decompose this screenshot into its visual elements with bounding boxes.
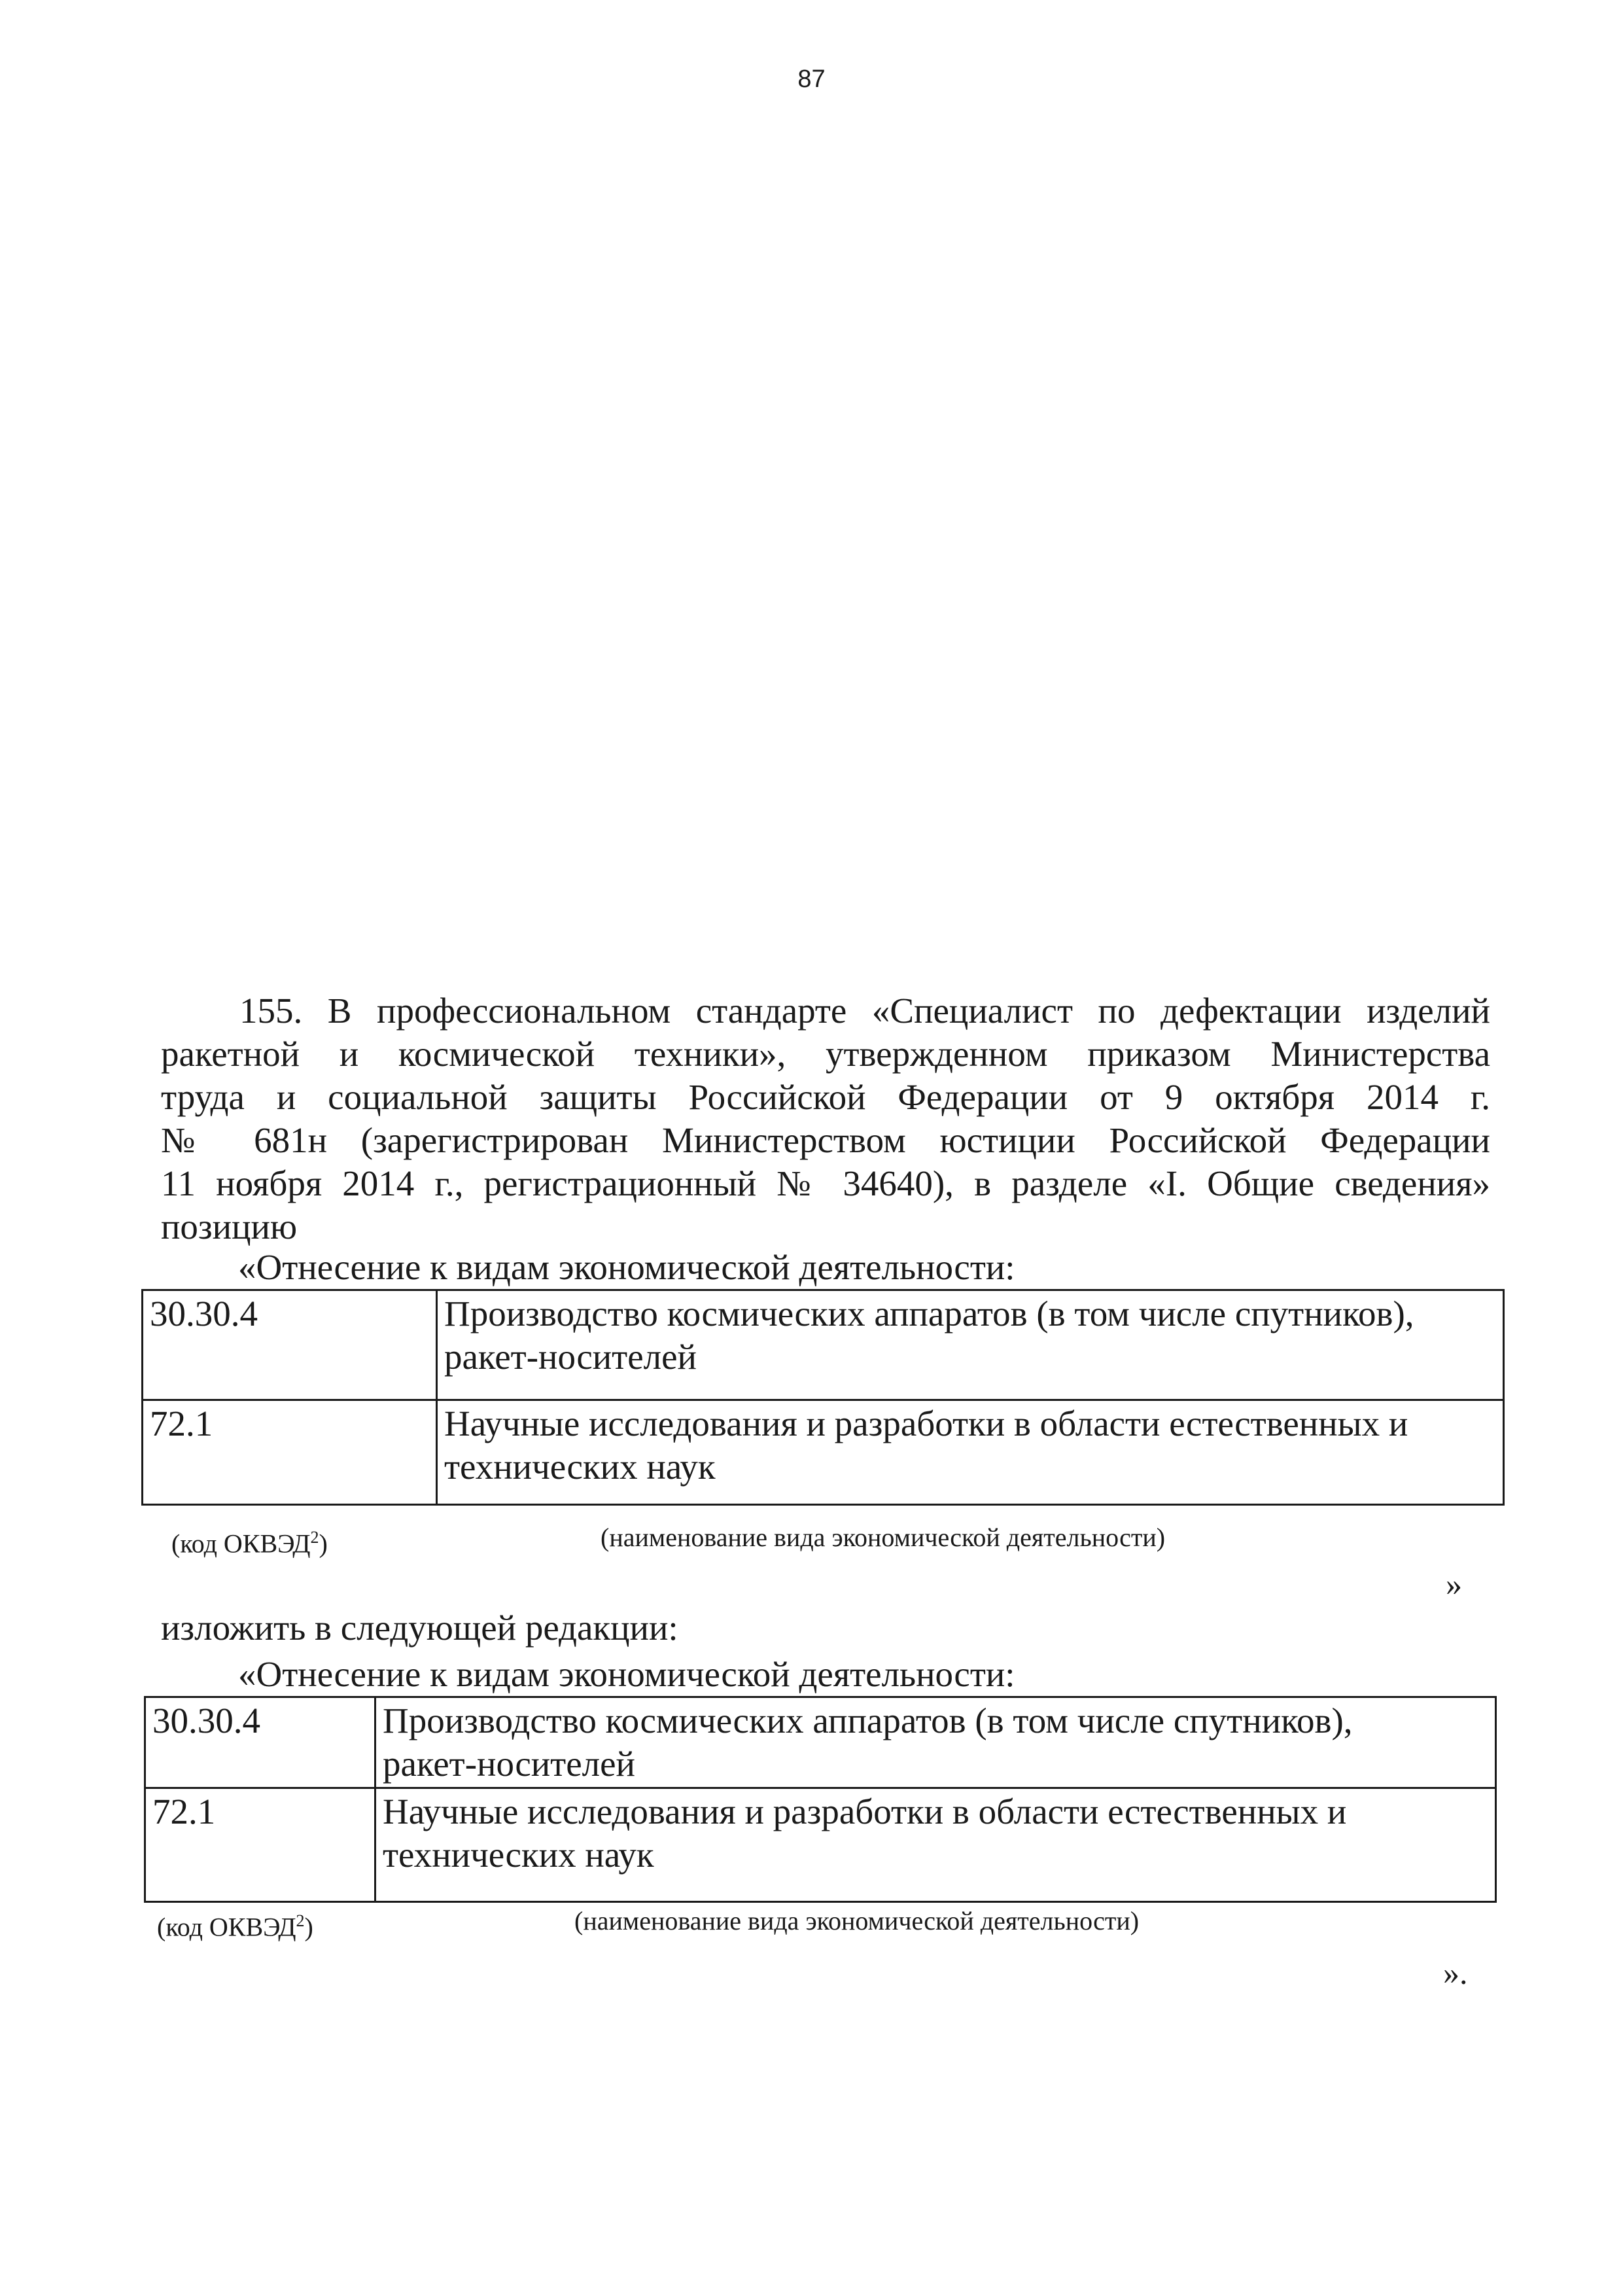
paragraph-line: труда и социальной защиты Российской Федерации от 9 октября 2014 г. (161, 1077, 1490, 1117)
amendment-paragraph (161, 989, 1490, 1248)
okved-code-cell: 30.30.4 (143, 1290, 437, 1400)
paragraph-line: ракетной и космической техники», утвержденном приказом Министерства (161, 1034, 1490, 1074)
old-block-closing-quote: » (1446, 1566, 1462, 1602)
paragraph-line: 155. В профессиональном стандарте «Специалист по дефектации изделий (239, 991, 1490, 1031)
activity-name-line: технических наук (383, 1835, 654, 1875)
paragraph-line: позицию (161, 1207, 298, 1246)
activity-name-cell (437, 1290, 1504, 1400)
new-block-intro: «Отнесение к видам экономической деятельности: (238, 1654, 1015, 1694)
old-caption-name: (наименование вида экономической деятельности) (601, 1523, 1166, 1552)
footnote-mark: 2 (296, 1911, 305, 1930)
old-caption-code (171, 1522, 328, 1559)
transition-text: изложить в следующей редакции: (161, 1608, 678, 1648)
activity-name-cell (375, 1697, 1496, 1788)
paragraph-line: № 681н (зарегистрирован Министерством юстиции Российской Федерации (161, 1120, 1490, 1160)
activity-name-line: ракет-носителей (444, 1337, 697, 1377)
activity-name-line: ракет-носителей (383, 1744, 635, 1784)
okved-code-cell: 30.30.4 (145, 1697, 375, 1788)
table-row (145, 1788, 1496, 1902)
page-number: 87 (797, 65, 826, 93)
caption-code-text: (код ОКВЭД (157, 1912, 296, 1942)
old-okved-table (141, 1289, 1505, 1506)
activity-name-cell (437, 1400, 1504, 1505)
table-row (143, 1400, 1504, 1505)
new-block-closing-quote: ». (1443, 1954, 1468, 1991)
activity-name-line: Производство космических аппаратов (в том числе спутников), (444, 1294, 1414, 1333)
okved-code-cell: 72.1 (145, 1788, 375, 1902)
caption-code-close: ) (304, 1912, 313, 1942)
table-row (145, 1697, 1496, 1788)
paragraph-line: 11 ноября 2014 г., регистрационный № 34640), в разделе «I. Общие сведения» (161, 1163, 1490, 1203)
activity-name-line: Производство космических аппаратов (в том числе спутников), (383, 1701, 1353, 1740)
table-row (143, 1290, 1504, 1400)
activity-name-line: Научные исследования и разработки в области естественных и (383, 1792, 1347, 1831)
new-caption-name: (наименование вида экономической деятельности) (574, 1906, 1140, 1935)
okved-code-cell: 72.1 (143, 1400, 437, 1505)
caption-code-text: (код ОКВЭД (171, 1528, 311, 1559)
activity-name-line: Научные исследования и разработки в области естественных и (444, 1404, 1408, 1443)
footnote-mark: 2 (310, 1528, 319, 1547)
caption-code-close: ) (319, 1528, 328, 1559)
new-okved-table (144, 1696, 1497, 1903)
activity-name-cell (375, 1788, 1496, 1902)
new-caption-code (157, 1905, 313, 1943)
old-block-intro: «Отнесение к видам экономической деятельности: (238, 1247, 1015, 1287)
activity-name-line: технических наук (444, 1447, 716, 1487)
